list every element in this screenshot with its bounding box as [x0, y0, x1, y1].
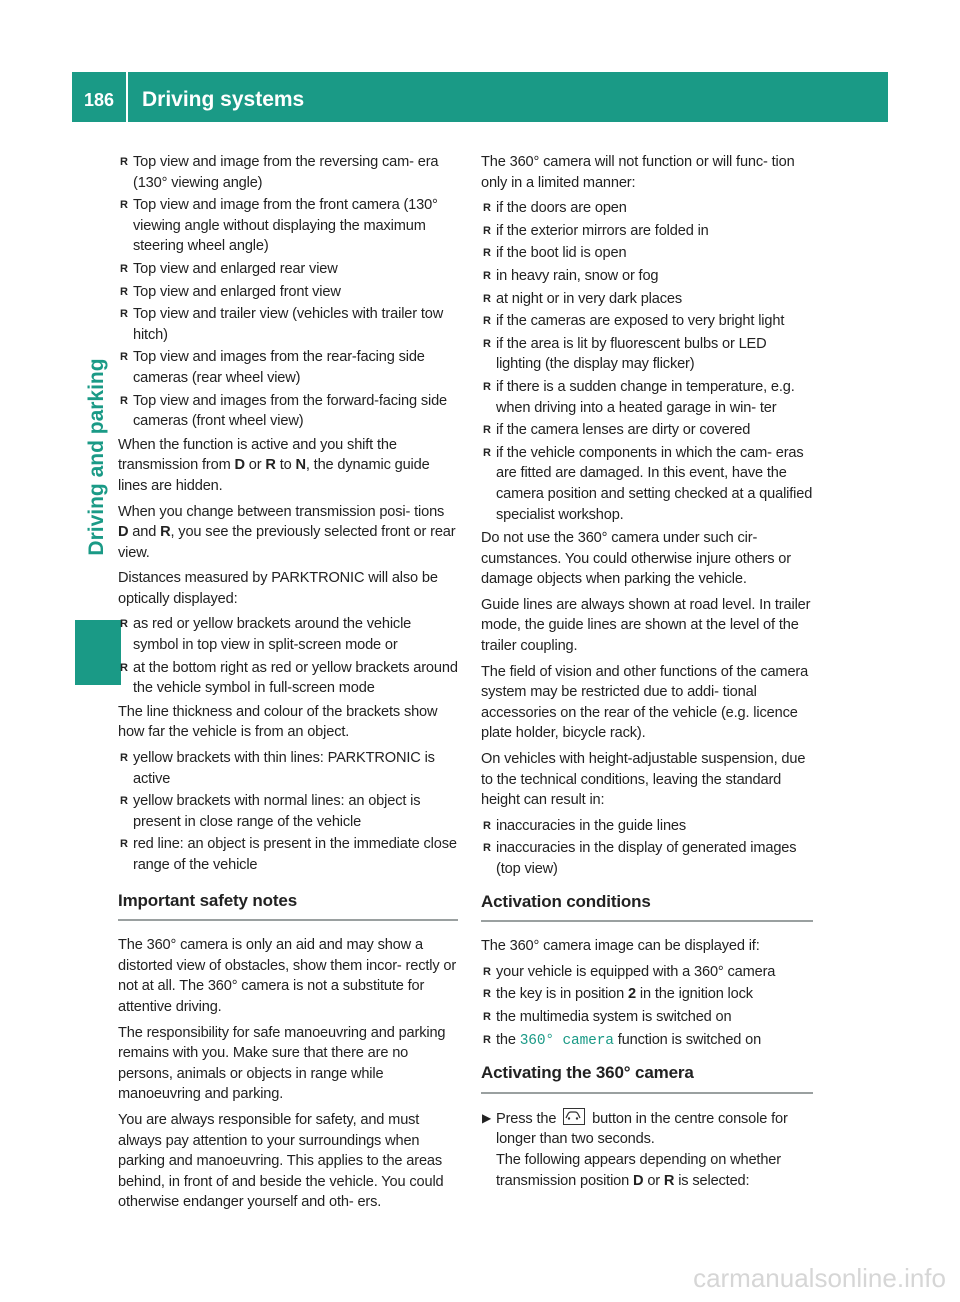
view-options-list	[118, 152, 458, 432]
list-item: R if the doors are open	[481, 198, 813, 219]
paragraph: You are always responsible for safety, and must always pay attention to your surroundings when parking and manoeuvring. This applies to the areas behind, in front of and beside the vehicle. You could otherwise endanger yourself and oth- ers.	[118, 1111, 444, 1211]
arrow-right-icon: ▶	[482, 1110, 492, 1125]
side-tab-marker	[75, 620, 121, 685]
list-item: R Top view and enlarged front view	[118, 282, 458, 303]
list-item: R if there is a sudden change in temperature, e.g. when driving into a heated garage in win- ter	[483, 378, 795, 416]
left-column	[118, 152, 458, 1218]
bullet-icon: R	[120, 199, 128, 212]
bullet-icon: R	[120, 262, 128, 275]
bullet-icon: R	[120, 285, 128, 298]
bullet-icon: R	[120, 394, 128, 407]
bullet-icon: R	[120, 156, 128, 168]
limitations-list	[481, 198, 813, 525]
bullet-icon: R	[483, 224, 491, 237]
section-heading-activation-conditions: Activation conditions	[481, 892, 813, 923]
bullet-icon: R	[120, 618, 128, 631]
list-item: R Top view and trailer view (vehicles with trailer tow hitch)	[120, 306, 444, 343]
bullet-icon: R	[483, 819, 491, 832]
bullet-icon: R	[483, 446, 491, 459]
page-title: Driving systems	[142, 88, 305, 111]
footer-watermark: carmanualsonline.info	[693, 1263, 946, 1293]
list-item: R if the exterior mirrors are folded in	[481, 221, 813, 242]
bullet-icon: R	[483, 269, 491, 282]
list-item: R the multimedia system is switched on	[481, 1007, 813, 1028]
paragraph: The 360° camera will not function or will func- tion only in a limited manner:	[481, 154, 795, 191]
list-item: R the 360° camera function is switched on	[483, 1031, 762, 1049]
bullet-icon: R	[120, 795, 128, 808]
bullet-icon: R	[483, 1010, 491, 1023]
instruction-step: ▶ Press the button in the centre console for longer than two seconds. The following appears depending on whether transmission position D or R is selected:	[481, 1108, 813, 1191]
bullet-icon: R	[483, 1033, 491, 1046]
list-item: R the key is in position 2 in the ignition lock	[481, 984, 813, 1005]
paragraph: The field of vision and other functions of the camera system may be restricted due to addi- tional accessories on the rear of the vehicle (e.g. licence plate holder, bicycle rack).	[481, 663, 809, 742]
list-item: R your vehicle is equipped with a 360° camera	[481, 962, 813, 983]
section-heading-activating: Activating the 360° camera	[481, 1063, 813, 1094]
list-item: R if the boot lid is open	[481, 243, 813, 264]
list-item: R inaccuracies in the guide lines	[481, 816, 813, 837]
bullet-icon: R	[483, 380, 491, 393]
bullet-icon: R	[120, 838, 128, 851]
bullet-icon: R	[483, 315, 491, 328]
list-item: R Top view and image from the front camera (130° viewing angle without displaying the maximum steering wheel angle)	[120, 197, 438, 255]
list-item: R if the area is lit by fluorescent bulbs or LED lighting (the display may flicker)	[483, 335, 767, 373]
bullet-icon: R	[120, 752, 128, 765]
bullet-icon: R	[483, 292, 491, 305]
header-divider	[126, 72, 128, 122]
paragraph: The responsibility for safe manoeuvring and parking remains with you. Make sure that there are no persons, animals or objects in range while manoeuvring and parking.	[118, 1024, 446, 1103]
bullet-icon: R	[483, 424, 491, 437]
bullet-icon: R	[483, 988, 491, 1001]
list-item: R in heavy rain, snow or fog	[481, 266, 813, 287]
list-item: R Top view and images from the forward-facing side cameras (front wheel view)	[120, 392, 448, 430]
suspension-effects-list	[481, 816, 813, 880]
bullet-icon: R	[483, 247, 491, 260]
side-tab-label: Driving and parking	[85, 358, 108, 556]
bullet-icon: R	[483, 202, 491, 215]
paragraph: The 360° camera is only an aid and may show a distorted view of obstacles, show them incor- rectly or not at all. The 360° camera is not a substitute for attentive driving.	[118, 937, 457, 1015]
list-item: R if the vehicle components in which the cam- eras are fitted are damaged. In this event, have the camera position and setting checked at a qualified specialist workshop.	[483, 444, 813, 523]
menu-function-name: 360° camera	[519, 1032, 614, 1049]
activation-conditions-list	[481, 962, 813, 1051]
bullet-icon: R	[120, 661, 128, 674]
bullet-icon: R	[483, 337, 491, 350]
bullet-icon: R	[483, 842, 491, 855]
paragraph: On vehicles with height-adjustable suspension, due to the technical conditions, leaving the standard height can result in:	[481, 751, 806, 809]
list-item: R at night or in very dark places	[481, 289, 813, 310]
paragraph: The 360° camera image can be displayed if:	[481, 938, 760, 955]
list-item: R Top view and images from the rear-facing side cameras (rear wheel view)	[120, 349, 425, 386]
list-item: R if the cameras are exposed to very bright light	[481, 311, 813, 332]
list-item: R at the bottom right as red or yellow brackets around the vehicle symbol in full-screen mode	[120, 659, 458, 697]
section-heading-safety: Important safety notes	[118, 891, 458, 922]
list-item: R red line: an object is present in the immediate close range of the vehicle	[120, 836, 457, 873]
car-camera-icon	[563, 1108, 585, 1125]
list-item: R if the camera lenses are dirty or covered	[481, 420, 813, 441]
list-item: R yellow brackets with thin lines: PARKTRONIC is active	[120, 750, 435, 787]
paragraph: Distances measured by PARKTRONIC will also be optically displayed:	[118, 570, 438, 607]
bullet-icon: R	[483, 965, 491, 978]
bullet-icon: R	[120, 308, 128, 321]
paragraph: When the function is active and you shift the transmission from D or R to N, the dynamic guide lines are hidden.	[118, 436, 430, 494]
bullet-icon: R	[120, 351, 128, 364]
list-item: R inaccuracies in the display of generated images (top view)	[483, 840, 797, 877]
list-item: R yellow brackets with normal lines: an object is present in close range of the vehicle	[120, 793, 421, 830]
list-item: R as red or yellow brackets around the vehicle symbol in top view in split-screen mode or	[120, 616, 412, 654]
list-item: R Top view and image from the reversing cam- era (130° viewing angle)	[120, 154, 439, 191]
right-column	[481, 152, 813, 1191]
paragraph: When you change between transmission posi- tions D and R, you see the previously selected front or rear view.	[118, 503, 456, 561]
bracket-meaning-list	[118, 748, 458, 876]
list-item: R Top view and enlarged rear view	[118, 259, 458, 280]
paragraph: Do not use the 360° camera under such cir- cumstances. You could otherwise injure others or damage objects when parking the vehicle.	[481, 530, 791, 588]
parktronic-display-list	[118, 614, 458, 698]
paragraph: Guide lines are always shown at road level. In trailer mode, the guide lines are shown at the level of the trailer coupling.	[481, 596, 811, 655]
page-number: 186	[83, 90, 115, 110]
paragraph: The line thickness and colour of the brackets show how far the vehicle is from an object.	[118, 703, 438, 741]
